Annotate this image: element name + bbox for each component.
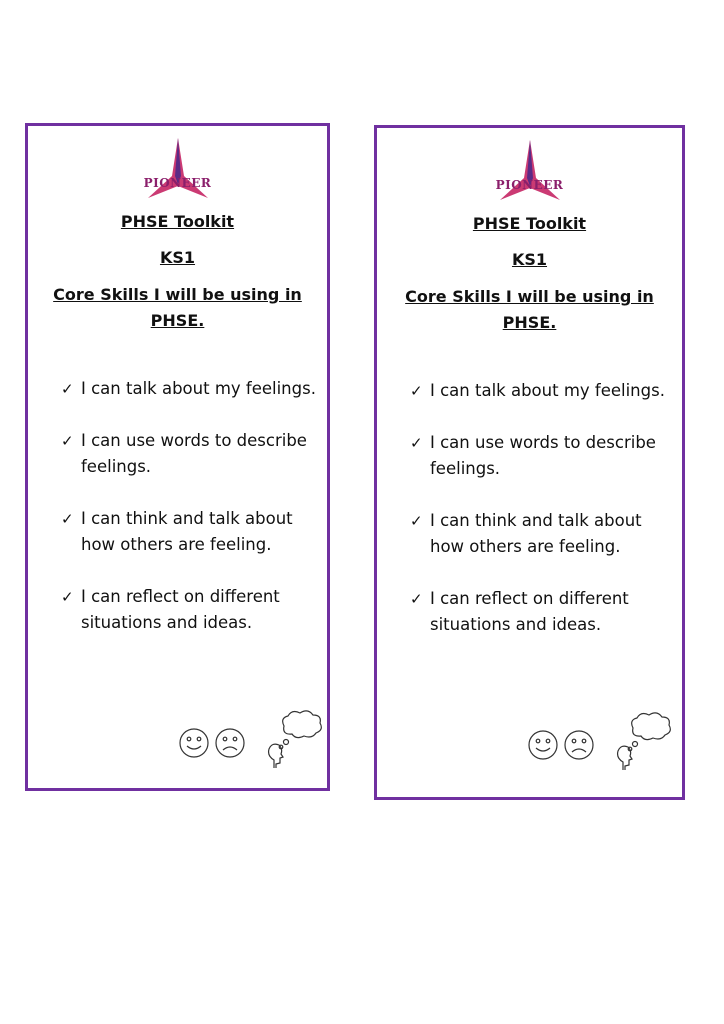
item-text: I can think and talk about how others are feeling.	[81, 509, 293, 554]
thinking-head-icon	[266, 708, 326, 770]
pioneer-logo	[138, 136, 218, 202]
checkmark-icon: ✓	[61, 510, 74, 528]
bookmark-card-left	[25, 123, 330, 791]
item-text: I can reflect on different situations and ideas.	[430, 589, 629, 634]
item-text: I can use words to describe feelings.	[81, 431, 307, 476]
logo-text: PIONEER	[495, 178, 564, 192]
happy-sad-faces-icon	[527, 728, 597, 762]
core-skills-heading: Core Skills I will be using in PHSE.	[53, 285, 302, 330]
checkmark-icon: ✓	[410, 382, 423, 400]
item-text: I can reflect on different situations and ideas.	[81, 587, 280, 632]
toolkit-title: PHSE Toolkit	[472, 214, 587, 233]
item-text: I can use words to describe feelings.	[430, 433, 656, 478]
pioneer-logo	[490, 138, 570, 204]
thinking-head-icon	[615, 710, 675, 772]
list-item	[61, 428, 317, 480]
skills-list	[410, 378, 672, 664]
checkmark-icon: ✓	[61, 432, 74, 450]
key-stage: KS1	[511, 250, 548, 269]
item-text: I can talk about my feelings.	[81, 379, 316, 398]
list-item	[61, 584, 317, 636]
checkmark-icon: ✓	[61, 380, 74, 398]
toolkit-title: PHSE Toolkit	[120, 212, 235, 231]
checkmark-icon: ✓	[410, 590, 423, 608]
item-text: I can talk about my feelings.	[430, 381, 665, 400]
item-text: I can think and talk about how others are feeling.	[430, 511, 642, 556]
list-item	[410, 430, 672, 482]
list-item	[410, 378, 672, 404]
logo-text: PIONEER	[143, 176, 212, 190]
checkmark-icon: ✓	[410, 434, 423, 452]
checkmark-icon: ✓	[410, 512, 423, 530]
core-skills-heading: Core Skills I will be using in PHSE.	[405, 287, 654, 332]
bookmark-card-right	[374, 125, 685, 800]
checkmark-icon: ✓	[61, 588, 74, 606]
list-item	[410, 508, 672, 560]
list-item	[410, 586, 672, 638]
list-item	[61, 376, 317, 402]
happy-sad-faces-icon	[178, 726, 248, 760]
skills-list	[61, 376, 317, 662]
list-item	[61, 506, 317, 558]
key-stage: KS1	[159, 248, 196, 267]
